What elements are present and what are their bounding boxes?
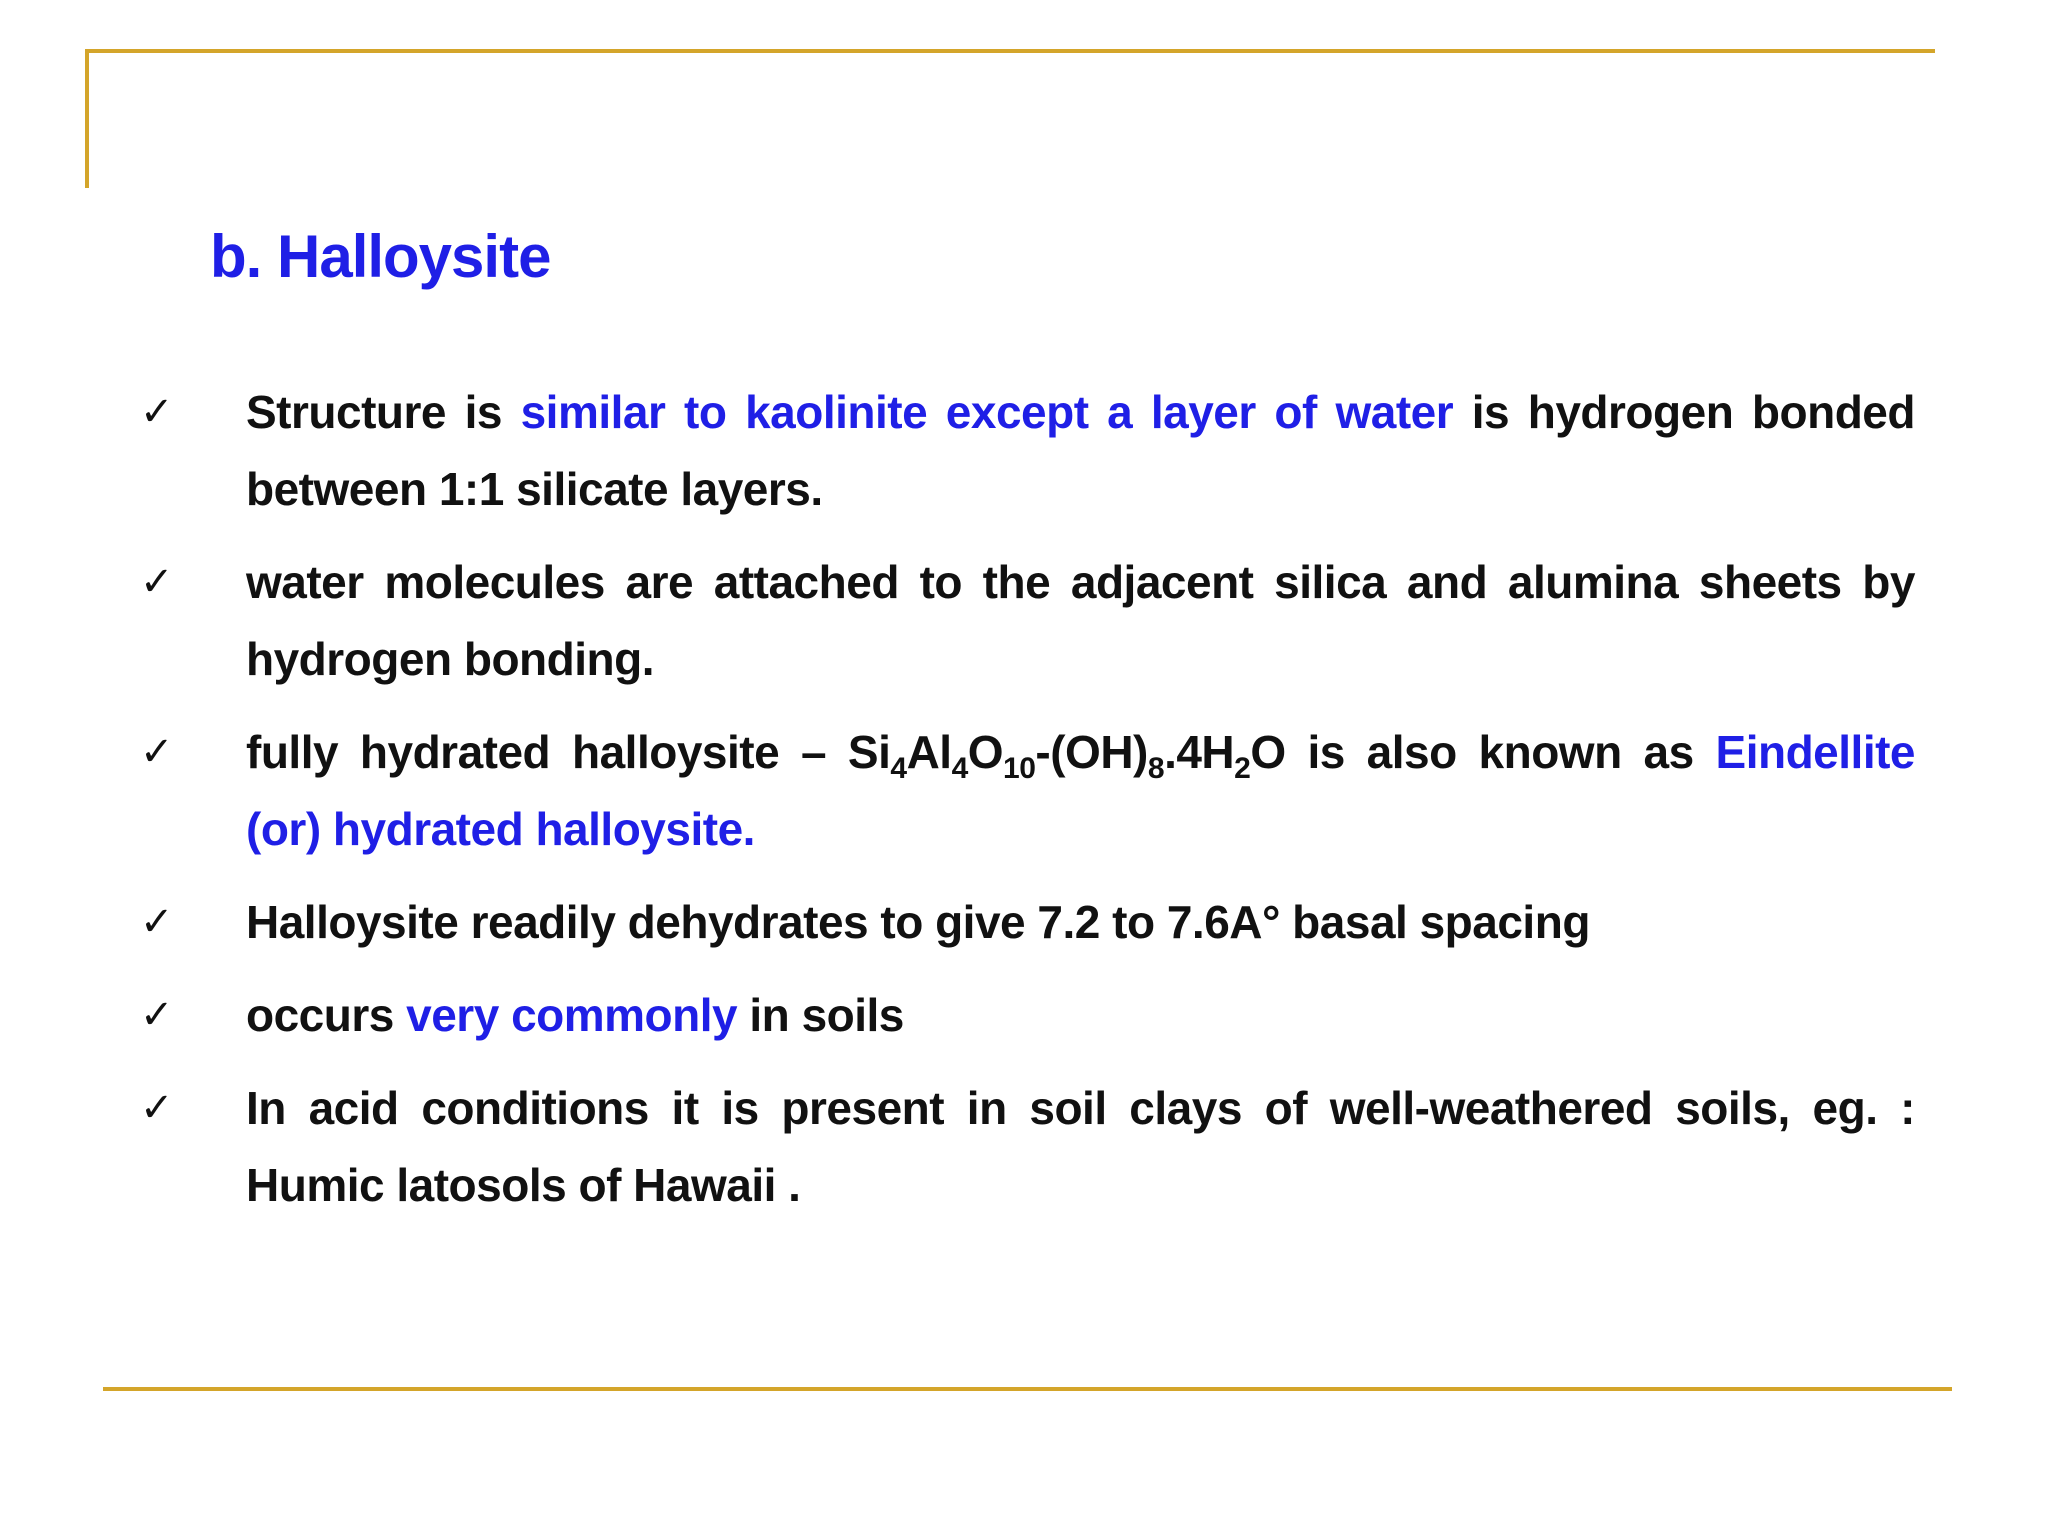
formula-subscript: 4 [951,752,968,785]
checkmark-icon: ✓ [140,992,174,1038]
bullet-text: O [967,726,1004,778]
bullet-item [140,714,1915,868]
checkmark-icon: ✓ [140,559,174,605]
bullet-item [140,884,1915,961]
bullet-text: water molecules are attached to the adjacent silica and alumina sheets by hydrogen bonding. [246,556,1915,685]
bullet-item [140,374,1915,528]
highlight-text: similar to kaolinite except a layer of water [520,386,1454,438]
checkmark-icon: ✓ [140,1085,174,1131]
bullet-text: Al [906,726,952,778]
formula-subscript: 10 [1003,752,1036,785]
checkmark-icon: ✓ [140,729,174,775]
bullet-text: fully hydrated halloysite – Si [246,726,891,778]
bullet-item [140,977,1915,1054]
bullet-text: -(OH) [1035,726,1148,778]
formula-subscript: 2 [1234,752,1251,785]
bullet-item [140,544,1915,698]
slide-title: b. Halloysite [210,223,551,290]
bullet-text: Structure is [246,386,521,438]
bullet-text: .4H [1164,726,1235,778]
bullet-text: occurs [246,989,407,1041]
checkmark-icon: ✓ [140,899,174,945]
bullet-text: In acid conditions it is present in soil clays of well-weathered soils, eg. : Humic latosols of Hawaii . [246,1082,1915,1211]
frame-left-line [85,49,89,188]
formula-subscript: 8 [1147,752,1165,785]
checkmark-icon: ✓ [140,389,174,435]
bullet-list [140,374,1915,1240]
bullet-text: Halloysite readily dehydrates to give 7.2 to 7.6A° basal spacing [246,896,1590,948]
frame-bottom-line [103,1387,1952,1391]
bullet-item [140,1070,1915,1224]
frame-top-line [85,49,1935,53]
highlight-text: very commonly [406,989,738,1041]
highlight-text: Eindellite (or) hydrated halloysite. [246,726,1915,855]
bullet-text: in soils [737,989,904,1041]
formula-subscript: 4 [890,752,907,785]
bullet-text: is hydrogen bonded between 1:1 silicate layers. [246,386,1915,515]
bullet-text: O is also known as [1250,726,1716,778]
